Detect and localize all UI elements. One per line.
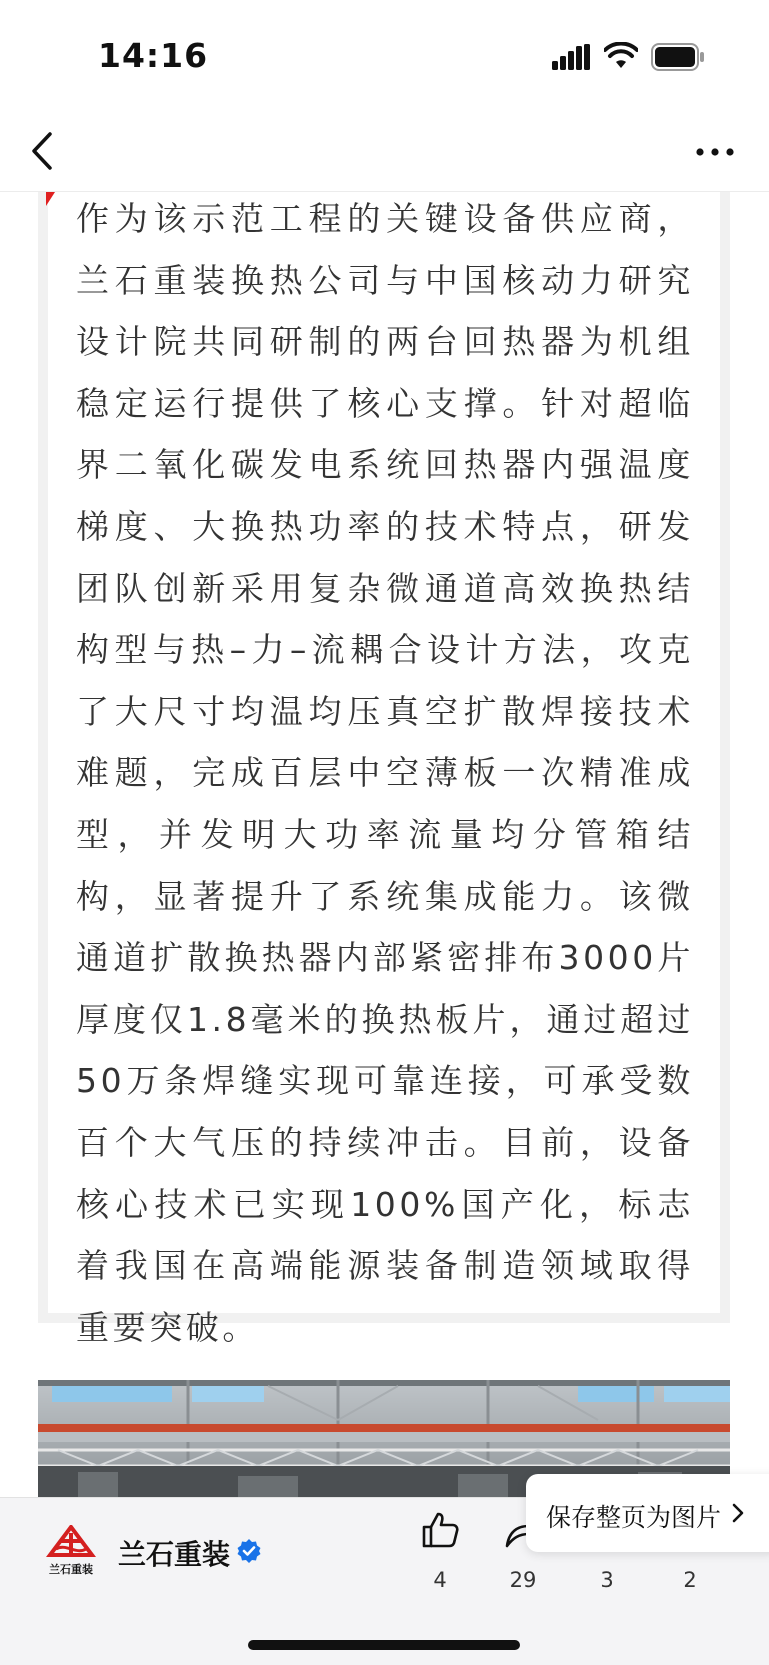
like-button[interactable]: [405, 1510, 475, 1592]
battery-icon: [651, 43, 705, 71]
chevron-left-icon: [34, 134, 50, 168]
brand-logo[interactable]: [46, 1525, 96, 1577]
brand-logo-text: 兰石重装: [49, 1563, 93, 1576]
article-body: 作为该示范工程的关键设备供应商，兰石重装换热公司与中国核动力研究设计院共同研制的两台回热器为机组稳定运行提供了核心支撑。针对超临界二氧化碳发电系统回热器内强温度梯度、大换热功率的技术特点，研发团队创新采用复杂微通道高效换热结构型与热–力–流耦合设计方法，攻克了大尺寸均温均压真空扩散焊接技术难题，完成百层中空薄板一次精准成型，并发明大功率流量均分管箱结构，显著提升了系统集成能力。该微通道扩散换热器内部紧密排布3000片厚度仅1.8毫米的换热板片，通过超过50万条焊缝实现可靠连接，可承受数百个大气压的持续冲击。目前，设备核心技术已实现100%国产化，标志着我国在高端能源装备制造领域取得重要突破。: [76, 199, 694, 1347]
wifi-icon: [604, 42, 638, 70]
favorite-count: 2: [683, 1568, 697, 1592]
save-page-label: 保存整页为图片: [546, 1503, 722, 1532]
chevron-right-icon: [730, 1500, 746, 1526]
status-time: 14:16: [98, 36, 209, 75]
status-bar: [0, 0, 769, 110]
comment-count: 3: [600, 1568, 614, 1592]
like-count: 4: [433, 1568, 447, 1592]
home-indicator[interactable]: [248, 1640, 520, 1650]
save-page-as-image-button[interactable]: [526, 1474, 769, 1552]
nav-bar: [0, 110, 769, 192]
back-button[interactable]: [24, 128, 64, 174]
more-button[interactable]: [690, 132, 740, 172]
cellular-signal-icon: [552, 44, 592, 70]
verified-badge-icon: [236, 1538, 262, 1564]
more-dots-icon: [696, 148, 733, 155]
quote-marker: [46, 192, 55, 206]
share-count: 29: [509, 1568, 537, 1592]
brand-logo-icon: [50, 1527, 92, 1557]
brand-name[interactable]: 兰石重装: [118, 1538, 231, 1571]
thumbs-up-icon: [420, 1510, 460, 1550]
